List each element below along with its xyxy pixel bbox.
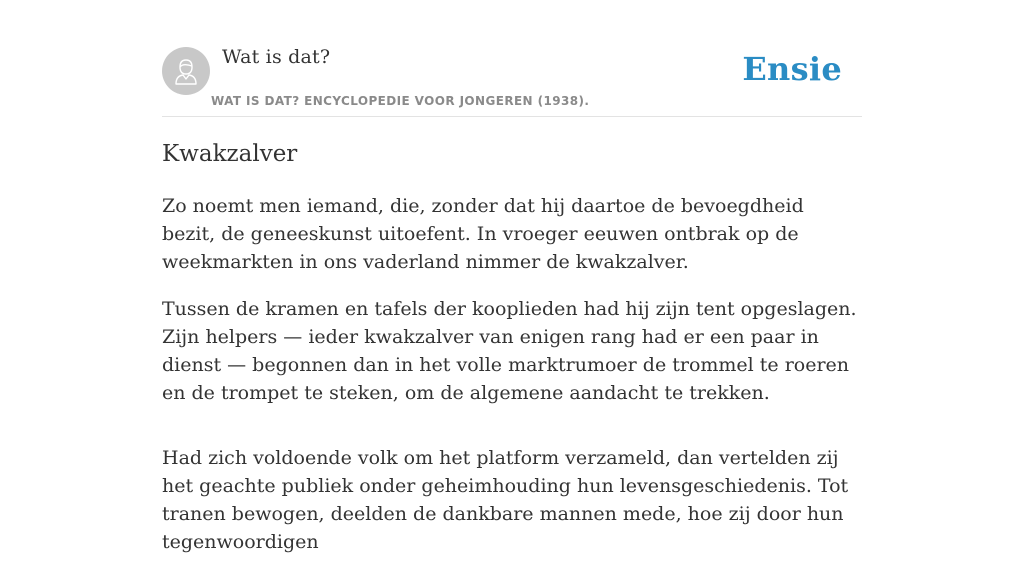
article bbox=[162, 138, 862, 575]
source-header bbox=[162, 44, 862, 117]
avatar[interactable] bbox=[162, 47, 210, 95]
source-title[interactable]: Wat is dat? bbox=[222, 46, 331, 68]
article-paragraph: Zo noemt men iemand, die, zonder dat hij daartoe de bevoegdheid bezit, de geneeskunst uitoefent. In vroeger eeuwen ontbrak op de weekmarkten in ons vaderland nimmer de kwakzalver. bbox=[162, 195, 804, 273]
user-icon bbox=[170, 55, 202, 87]
source-subtitle: WAT IS DAT? ENCYCLOPEDIE VOOR JONGEREN (1938). bbox=[211, 94, 590, 108]
article-paragraph: Tussen de kramen en tafels der kooplieden had hij zijn tent opgeslagen. Zijn helpers — ieder kwakzalver van enigen rang had er een paar in dienst — begonnen dan in het volle marktrumoer de trommel te roeren en de trompet te steken, om de algemene aandacht te trekken. bbox=[162, 298, 857, 404]
ensie-logo[interactable]: Ensie bbox=[742, 50, 842, 88]
article-title: Kwakzalver bbox=[162, 141, 298, 167]
article-paragraph: Had zich voldoende volk om het platform verzameld, dan vertelden zij het geachte publiek onder geheimhouding hun levensgeschiedenis. Tot tranen bewogen, deelden de dankbare mannen mede, hoe zij door hun tegenwoordigen bbox=[162, 447, 849, 553]
